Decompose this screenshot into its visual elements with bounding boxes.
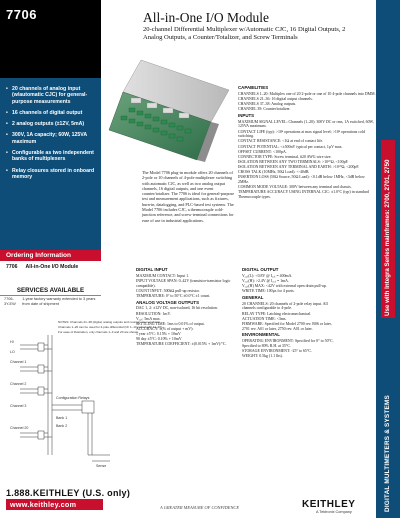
spec-line: RELAY TYPE: Latching electromechanical. (242, 311, 312, 316)
services-divider (0, 295, 101, 296)
spec-line: COUNT INPUT: 500kΩ pull-up resistor. (136, 288, 200, 293)
spec-heading: GENERAL (242, 294, 264, 300)
feature-item: • Configurable as two independent banks of multiplexers (6, 150, 96, 163)
feature-item: • 16 channels of digital output (6, 110, 96, 116)
spec-line: MAXIMUM SIGNAL LEVEL: Channels (1–20): 300V DC or rms, 1A switched, 60W, 125VA maximum. (238, 119, 374, 129)
diagram-label-ch3: Channel 3 (10, 404, 27, 408)
brand-logo: KEITHLEY (302, 499, 356, 510)
spec-line: ISOLATION BETWEEN ANY TWO TERMINALS: >10¹⁰Ω, <100pF. (238, 159, 349, 164)
diagram-label-ch1: Channel 1 (10, 360, 27, 364)
spec-line: Vₒᵤₜ(H): >2.4V @ Iₒᵤₜ = 1mA. (242, 278, 289, 283)
specs-lower-left (136, 266, 239, 347)
spec-line: 90 day ±5°C: 0.10% + 10mV (136, 337, 182, 342)
spec-line: ACTUATION TIME: <3ms. (242, 316, 287, 321)
side-rail-red-text: Use with Integra Series mainframes: 2700, 2701, 2750 (384, 159, 391, 316)
page-subtitle: 20-channel Differential Multiplexer w/Automatic CJC, 16 Digital Outputs, 2 Analog Outputs, a Counter/Totalizer, and Screw Terminals (143, 26, 346, 42)
diagram-note-2: Channels 1–20 can be used for 4-pole differential (Ch 1–10 paired with 11–20). (58, 325, 163, 329)
ordering-heading: Ordering Information (0, 250, 101, 261)
spec-line: COMMON MODE VOLTAGE: 300V between any terminal and chassis. (238, 185, 352, 189)
spec-line: CHANNELS 21–36: 16 digital output channels. (238, 96, 313, 101)
side-rail-text: DIGITAL MULTIMETERS & SYSTEMS (384, 395, 391, 512)
diagram-label-ch2: Channel 2 (10, 382, 27, 386)
ordering-info (0, 250, 101, 273)
spec-heading: ENVIRONMENTAL (242, 332, 280, 338)
spec-line: CONTACT RESISTANCE: <1Ω at end of contact life. (238, 139, 324, 144)
spec-line: CHANNELS 1–20: Multiplex one of 20 2-pole or one of 10 4-pole channels into DMM. (238, 91, 376, 96)
features-box (0, 78, 101, 250)
feature-item: • 2 analog outputs (±12V, 5mA) (6, 121, 96, 127)
spec-line: TEMPERATURE: 0° to 50°C ±0.0°C ±1 count. (136, 293, 211, 298)
footer-tagline: A GREATER MEASURE OF CONFIDENCE (160, 505, 240, 510)
spec-line: STORAGE ENVIRONMENT: -25° to 65°C. (242, 349, 312, 354)
services-description: 1-year factory warranty extended to 3 years from date of shipment (22, 297, 96, 306)
diagram-label-bank2: Bank 2 (56, 424, 68, 428)
feature-item: • Relay closures stored in onboard memory (6, 168, 96, 181)
diagram-label-bank1: Bank 1 (56, 416, 68, 420)
specs-lower-right (242, 266, 338, 359)
spec-heading: DIGITAL OUTPUT (242, 267, 279, 272)
spec-line: CONTACT LIFE (typ): >10⁸ operations at max signal level; >10⁸ operations cold switching. (238, 129, 365, 139)
model-block (0, 0, 101, 78)
spec-heading: CAPABILITIES (238, 85, 269, 90)
spec-line: WEIGHT: 0.5kg (1.1 lbs). (242, 354, 283, 359)
spec-line: CONNECTOR TYPE: Screw terminal, #20 AWG wire size. (238, 154, 332, 159)
features-list (6, 86, 96, 180)
spec-line: 20 CHANNELS: 20 channels of 2-pole relay input. All channels configurable to 4-pole. (242, 301, 328, 311)
diagram-label-lo: LO (10, 350, 15, 354)
spec-line: Vₒᵤₜ(H) MAX: <42V with external open drain pull-up. (242, 283, 327, 288)
brand-subtitle: A Tektronix Company (316, 510, 352, 514)
footer-website[interactable]: www.keithley.com (6, 499, 103, 510)
spec-line: TEMPERATURE ACCURACY USING INTERNAL CJC: ±1.0°C (typ) in standard Thermocouple types. (238, 190, 369, 199)
services-heading: SERVICES AVAILABLE (16, 287, 85, 294)
services-code: 7706-3Y-EW (4, 297, 16, 306)
model-number: 7706 (6, 7, 37, 22)
feature-item: • 300V, 1A capacity; 60W, 125VA maximum (6, 132, 96, 145)
spec-line: RESOLUTION: 1mV. (136, 311, 171, 316)
page-title: All-in-One I/O Module (143, 10, 269, 25)
spec-line: DAC 1, 2: ±12V DC, non-isolated, 16 bit resolution. (136, 306, 218, 311)
spec-line: CONTACT POTENTIAL: <±500nV typical per contact, 1µV max. (238, 144, 343, 149)
spec-line: ISOLATION BETWEEN ANY TERMINAL AND EARTH: >10¹⁰Ω, <200pF. (238, 164, 360, 169)
spec-heading: DIGITAL INPUT (136, 267, 168, 272)
spec-line: MAXIMUM CONTACT: Input 1. (136, 273, 190, 278)
ordering-description: All-in-One I/O Module (25, 264, 79, 270)
spec-line: FIRMWARE: Specified for Model 2700 rev. B06 or later, 2701 rev. A01 or later, 2750 rev. A01 or later. (242, 321, 332, 331)
spec-heading: INPUTS (238, 112, 255, 118)
spec-line: SETTLING TIME: 1ms to 0.01% of output. (136, 321, 205, 326)
footer-phone: 1.888.KEITHLEY (U.S. only) (6, 488, 131, 498)
spec-line: TEMPERATURE COEFFICIENT: ±(0.015% + 1mV)/°C. (136, 342, 227, 347)
services-row (4, 297, 101, 306)
spec-line: Vₒᵤₜ: 5mA max. (136, 316, 161, 321)
spec-line: OFFSET CURRENT: <100pA. (238, 149, 287, 154)
spec-line: ACCURACY: ±(% of output + mV): (136, 326, 194, 331)
diagram-note-3: For ease of illustration, only channels 1–3 and 20 are shown. (58, 330, 139, 334)
product-photo (101, 52, 233, 170)
specs-upper (238, 84, 376, 200)
feature-item: • 20 channels of analog input (w/automatic CJC) for general-purpose measurements (6, 86, 96, 105)
diagram-note-1: NOTES: Channels 21–38 (digital, analog outputs and counter) are not shown. (58, 320, 162, 324)
spec-line: CHANNEL 39: Counter/totalizer. (238, 107, 291, 112)
spec-line: WRITE TIME: 100µs for 4 ports. (242, 289, 295, 294)
ordering-row (0, 261, 101, 273)
spec-line: Vₒᵤₜ(L): <0.8V @ Iₒᵤₜ = 400mA. (242, 273, 293, 278)
diagram-label-ch20: Channel 20 (10, 426, 29, 430)
spec-line: INPUT VOLTAGE SPAN: 0–42V (transistor-transistor logic compatible). (136, 278, 231, 288)
ordering-model: 7706 (6, 264, 18, 270)
body-paragraph: The Model 7706 plug-in module offers 20 channels of 2-pole or 10 channels of 4-pole multiplexer switching with automatic CJC, as well as two analog output channels, 16 digital outputs, and one event counter/totalizer. The 7706 is ideal for general-purpose test and measurement applications, such as fixtures, burn-in, datalogging, and PLC-based test systems. The Model 7706 includes CJC, a thermocouple cold-junction reference, and screw-terminal connections for ease of use in industrial applications. (142, 170, 235, 223)
spec-line: CHANNELS 37–38: Analog outputs. (238, 101, 297, 106)
spec-line: CROSS TALK (10MHz, 50Ω Load): <-40dB. (238, 170, 310, 175)
spec-line: INSERTION LOSS (50Ω Source, 50Ω Load): <0.1dB below 1MHz, <3dB below 2MHz. (238, 175, 365, 184)
diagram-label-sense: Sense (96, 464, 107, 468)
spec-line: 1 year ±5°C: 0.15% + 10mV (136, 331, 181, 336)
spec-heading: ANALOG VOLTAGE OUTPUTS (136, 299, 200, 305)
spec-line: OPERATING ENVIRONMENT: Specified for 0° to 50°C. Specified to 80% R.H. at 35°C. (242, 339, 334, 348)
diagram-label-hi: HI (10, 340, 14, 344)
diagram-label-config: Configuration Relays (56, 396, 90, 400)
